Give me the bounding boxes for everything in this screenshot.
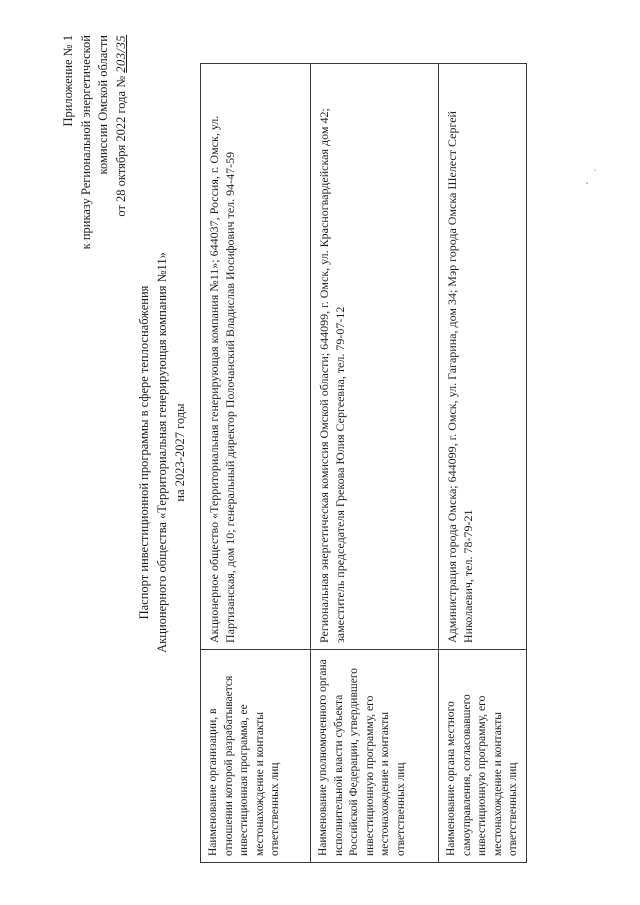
order-number: 203/35 xyxy=(113,35,128,73)
row-value: Акционерное общество «Территориальная генерирующая компания №11»; 644037, Россия, г. Омск, ул. Партизанская, дом 10; генеральный директор Полочанский Владислав Иосифович тел. 94-47-59 xyxy=(201,64,311,650)
title-line-2: Акционерного общества «Территориальная генерирующая компания №11» xyxy=(155,252,169,653)
row-value: Администрация города Омска; 644099, г. Омск, ул. Гагарина, дом 34; Мэр города Омска Шелест Сергей Николаевич, тел. 78-79-21 xyxy=(439,64,527,650)
appendix-line-4 xyxy=(113,35,131,249)
row-value: Региональная энергетическая комиссия Омской области; 644099, г. Омск, ул. Красногвардейская дом 42; заместитель председателя Грекова Юлия Сергеевна, тел. 79-07-12 xyxy=(311,64,439,650)
document-title xyxy=(135,0,189,905)
appendix-block xyxy=(60,35,130,249)
row-label: Наименование уполномоченного органа исполнительной власти субъекта Российской Федерации, утвердившего инвестиционную программу, его местонахождение и контакты ответственных лиц xyxy=(311,650,439,863)
appendix-line-2: к приказу Региональной энергетической xyxy=(78,35,93,250)
row-label: Наименование органа местного самоуправления, согласовавшего инвестиционную программу, его местонахождение и контакты ответственных лиц xyxy=(439,650,527,863)
table-row xyxy=(311,64,439,863)
appendix-line-3: комиссии Омской области xyxy=(96,35,110,175)
appendix-line-1: Приложение № 1 xyxy=(61,35,75,127)
row-label: Наименование организации, в отношении которой разрабатывается инвестиционная программа, ее местонахождение и контакты ответственных лиц xyxy=(201,650,311,863)
table-row xyxy=(439,64,527,863)
title-line-3: на 2023-2027 годы xyxy=(173,403,187,502)
table-row xyxy=(201,64,311,863)
passport-table xyxy=(200,63,527,863)
appendix-date: от 28 октября 2022 года № xyxy=(113,72,128,217)
title-line-1: Паспорт инвестиционной программы в сфере теплоснабжения xyxy=(137,285,151,620)
